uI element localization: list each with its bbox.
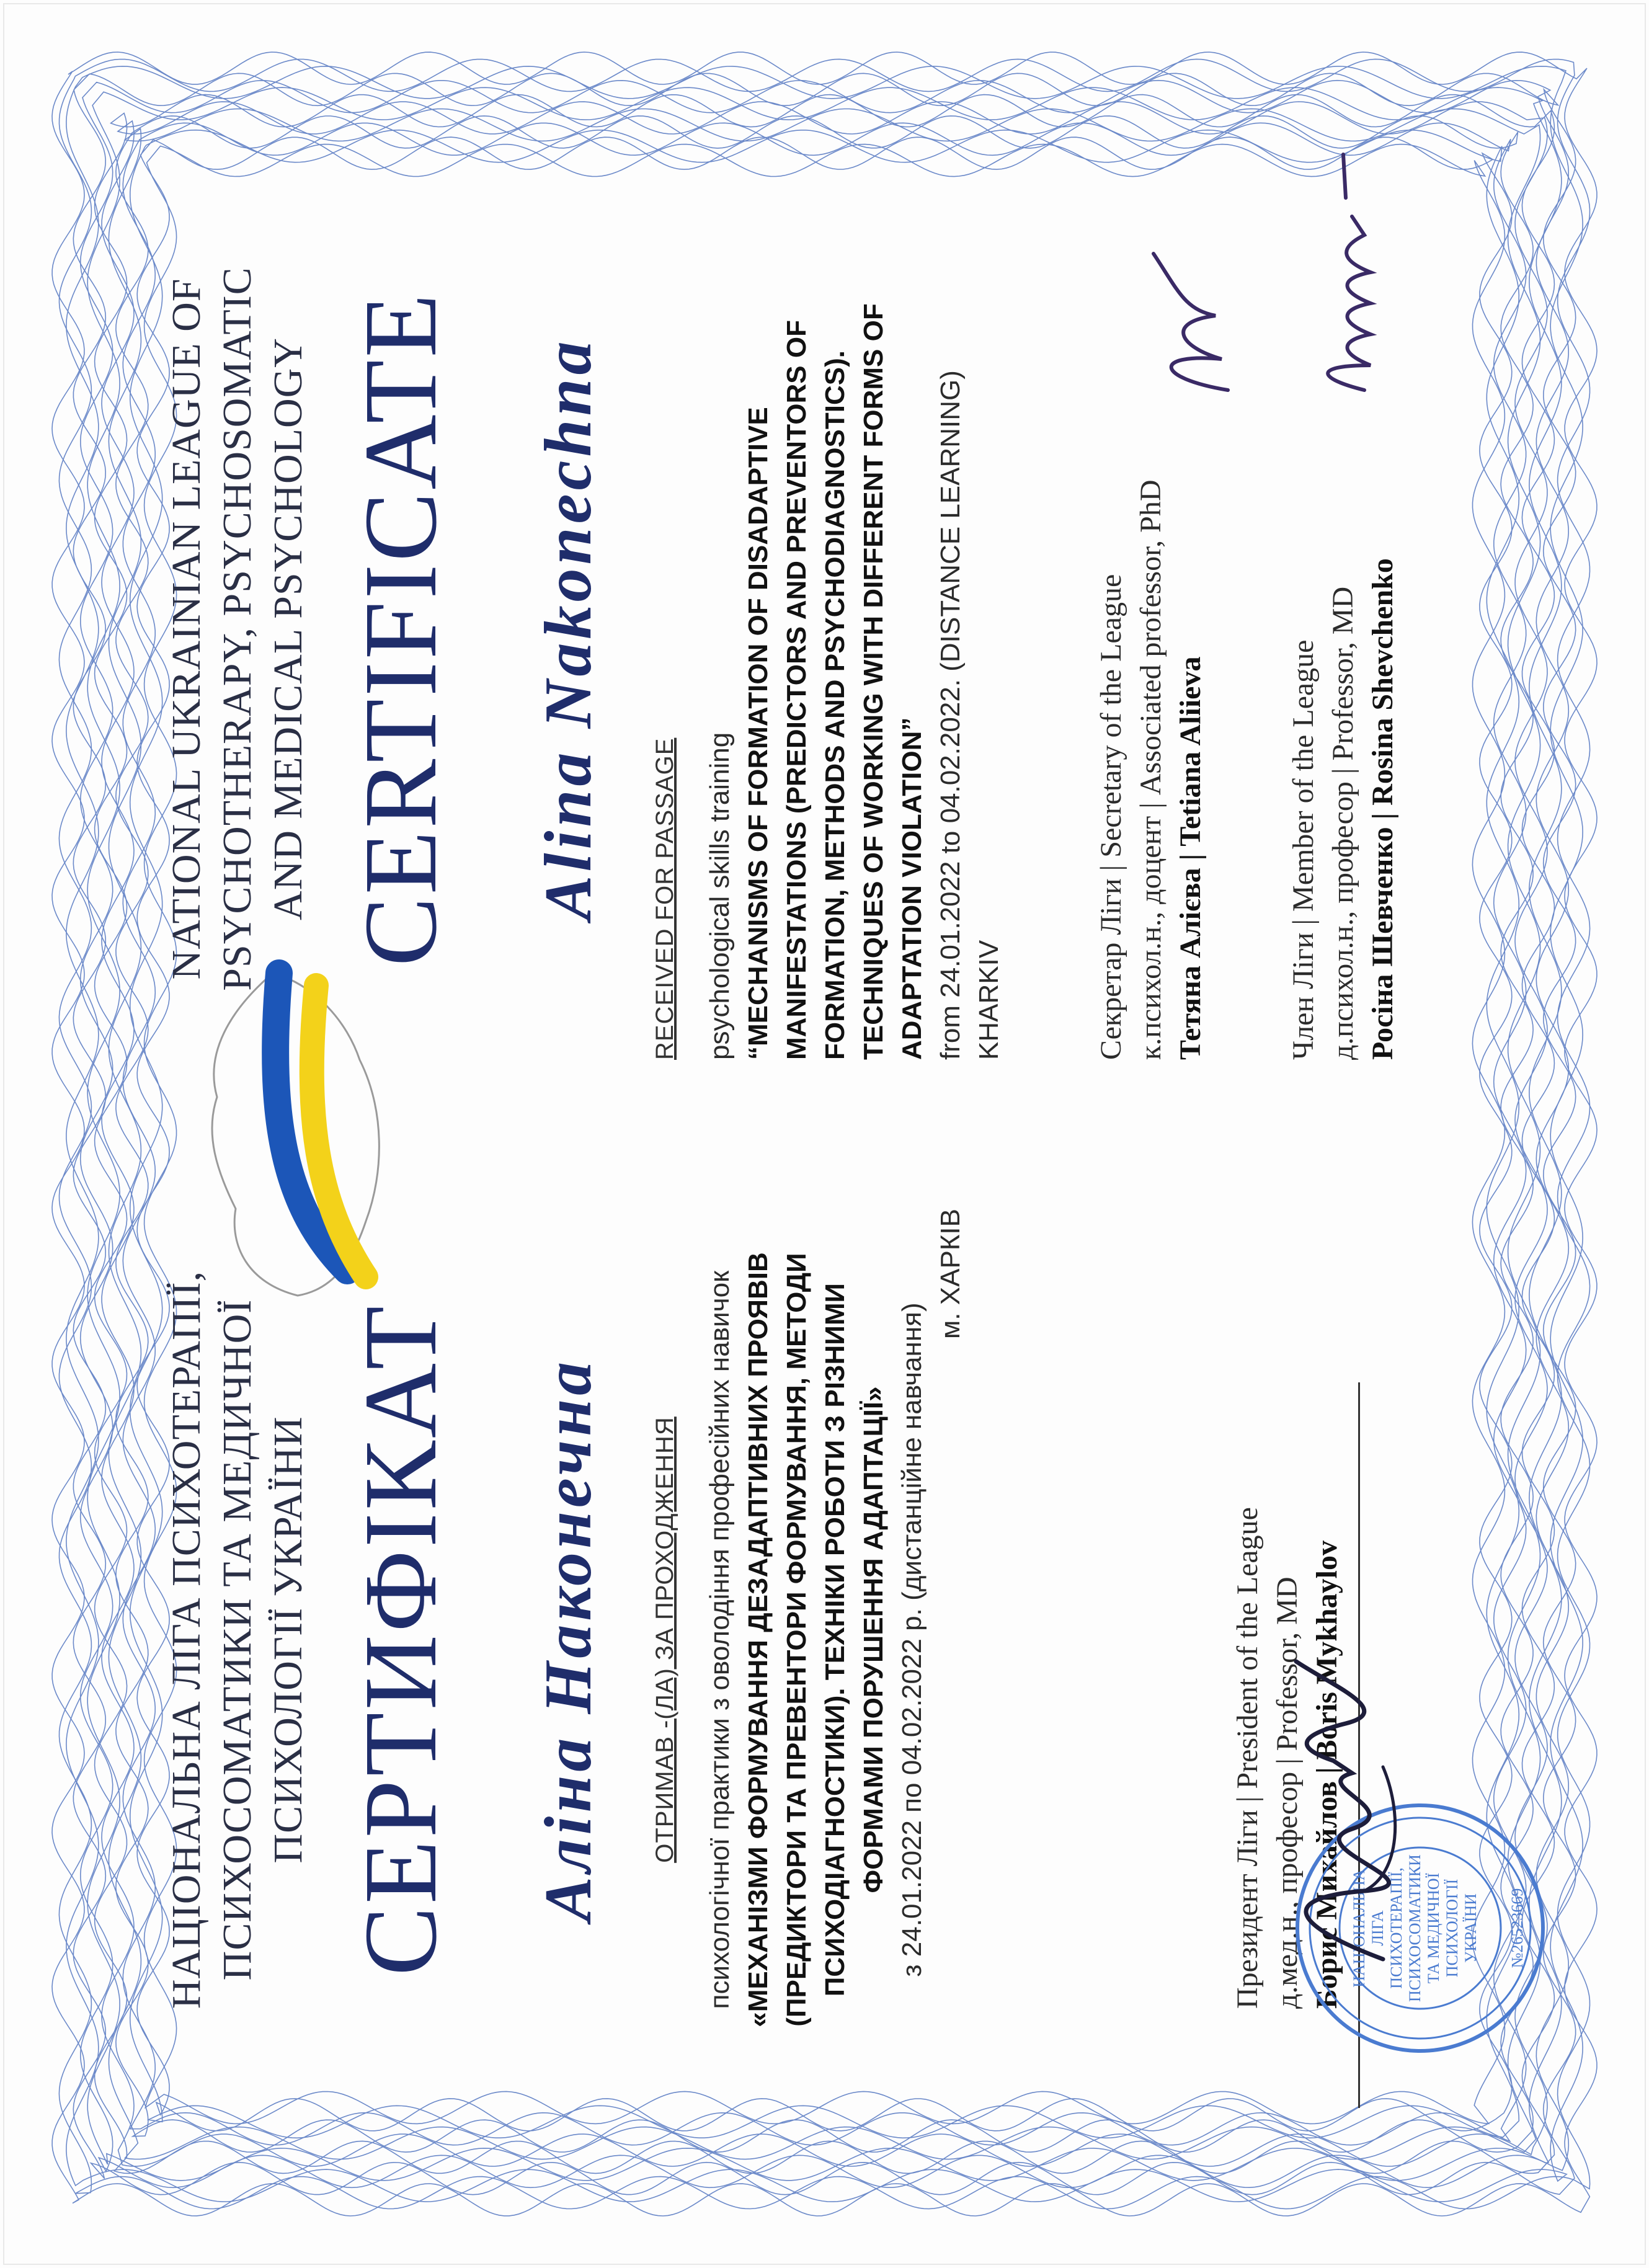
stamp-line: ПСИХОТЕРАПІЇ, (1387, 1867, 1405, 1989)
president-handwritten-signature (1259, 1649, 1420, 1972)
received-label-ua: ОТРИМАВ -(ЛА) ЗА ПРОХОДЖЕННЯ (651, 1416, 678, 1863)
org-line: ПСИХОЛОГІЇ УКРАЇНИ (265, 1415, 311, 1864)
training-description-ua (701, 1209, 970, 2071)
org-line: PSYCHOTHERAPY, PSYCHOSOMATIC (214, 266, 260, 991)
stamp-number: №26523669 (1508, 1888, 1526, 1968)
training-intro-en: psychological skills training (704, 732, 735, 1060)
english-section (124, 123, 1526, 1134)
recipient-name-en: Alina Nakonechna (531, 337, 605, 920)
stamp-line: НАЦІОНАЛЬНА (1349, 1868, 1368, 1988)
org-line: NATIONAL UKRAINIAN LEAGUE OF (163, 278, 209, 979)
org-line: НАЦІОНАЛЬНА ЛІГА ПСИХОТЕРАПІЇ, (163, 1270, 209, 2009)
received-label-en: RECEIVED FOR PASSAGE (651, 737, 678, 1060)
certificate-landscape (124, 123, 1526, 2145)
certificate-title-en: CERTIFICATE (342, 291, 458, 966)
training-description-en (701, 198, 1008, 1060)
training-intro-ua: психологічної практики з оволодіння професійних навичок (704, 1270, 735, 2009)
org-line: ПСИХОСОМАТИКИ ТА МЕДИЧНОЇ (214, 1299, 260, 1980)
member-role: Член Ліги | Member of the League (1286, 639, 1320, 1060)
secretary-name: Тетяна Алієва | Tetiana Aliieva (1173, 656, 1207, 1060)
org-line: AND MEDICAL PSYCHOLOGY (265, 337, 311, 920)
stamp-line: УКРАЇНИ (1461, 1893, 1480, 1963)
member-degree: д.психол.н., професор | Professor, MD (1326, 586, 1359, 1060)
president-role: Президент Ліги | President of the League (1230, 1506, 1264, 2009)
secretary-handwritten-signature (1129, 241, 1253, 402)
president-degree: д.мед.н., професор | Professor, MD (1270, 1576, 1304, 2009)
stamp-line: ПСИХОЛОГІЇ (1442, 1879, 1461, 1977)
secretary-degree: к.психол.н., доцент | Associated professor, PhD (1134, 479, 1167, 1060)
training-dates-ua: з 24.01.2022 по 04.02.2022 р. (дистанційне навчання) (896, 1302, 927, 1977)
training-city-ua: м. ХАРКІВ (935, 1208, 966, 1339)
certificate-title-ua: СЕРТИФІКАТ (342, 1303, 458, 1976)
training-city-en: KHARKIV (973, 940, 1004, 1060)
member-name: Росіна Шевченко | Rosina Shevchenko (1366, 558, 1399, 1060)
president-name: Борис Михайлов | Boris Mykhaylov (1310, 1540, 1343, 2009)
recipient-name-ua: Аліна Наконечна (531, 1358, 605, 1921)
training-dates-en: from 24.01.2022 to 04.02.2022. (DISTANCE LEARNING) (935, 370, 966, 1060)
training-title-ua: «МЕХАНІЗМИ ФОРМУВАННЯ ДЕЗАДАПТИВНИХ ПРОЯВІВ (ПРЕДИКТОРИ ТА ПРЕВЕНТОРИ ФОРМУВАННЯ, МЕТОДИ ПСИХОДІАГНОСТИКИ). ТЕХНІКИ РОБОТИ З РІЗНИМИ ФОРМАМИ ПОРУШЕННЯ АДАПТАЦІЇ» (742, 1252, 889, 2027)
stamp-line: ЛІГА (1368, 1910, 1387, 1946)
member-handwritten-signature (1302, 142, 1402, 402)
training-title-en: “MECHANISMS OF FORMATION OF DISADAPTIVE MANIFESTATIONS (PREDICTORS AND PREVENTORS OF FORMATION, METHODS AND PSYCHODIAGNOSTICS). TECHNIQUES OF WORKING WITH DIFFERENT FORMS OF ADAPTATION VIOLATION” (742, 303, 927, 1060)
secretary-role: Секретар Ліги | Secretary of the League (1094, 574, 1127, 1060)
stamp-line: ПСИХОСОМАТИКИ (1405, 1854, 1424, 2002)
org-name-en (161, 123, 314, 1134)
stamp-line: ТА МЕДИЧНОЇ (1424, 1872, 1442, 1983)
